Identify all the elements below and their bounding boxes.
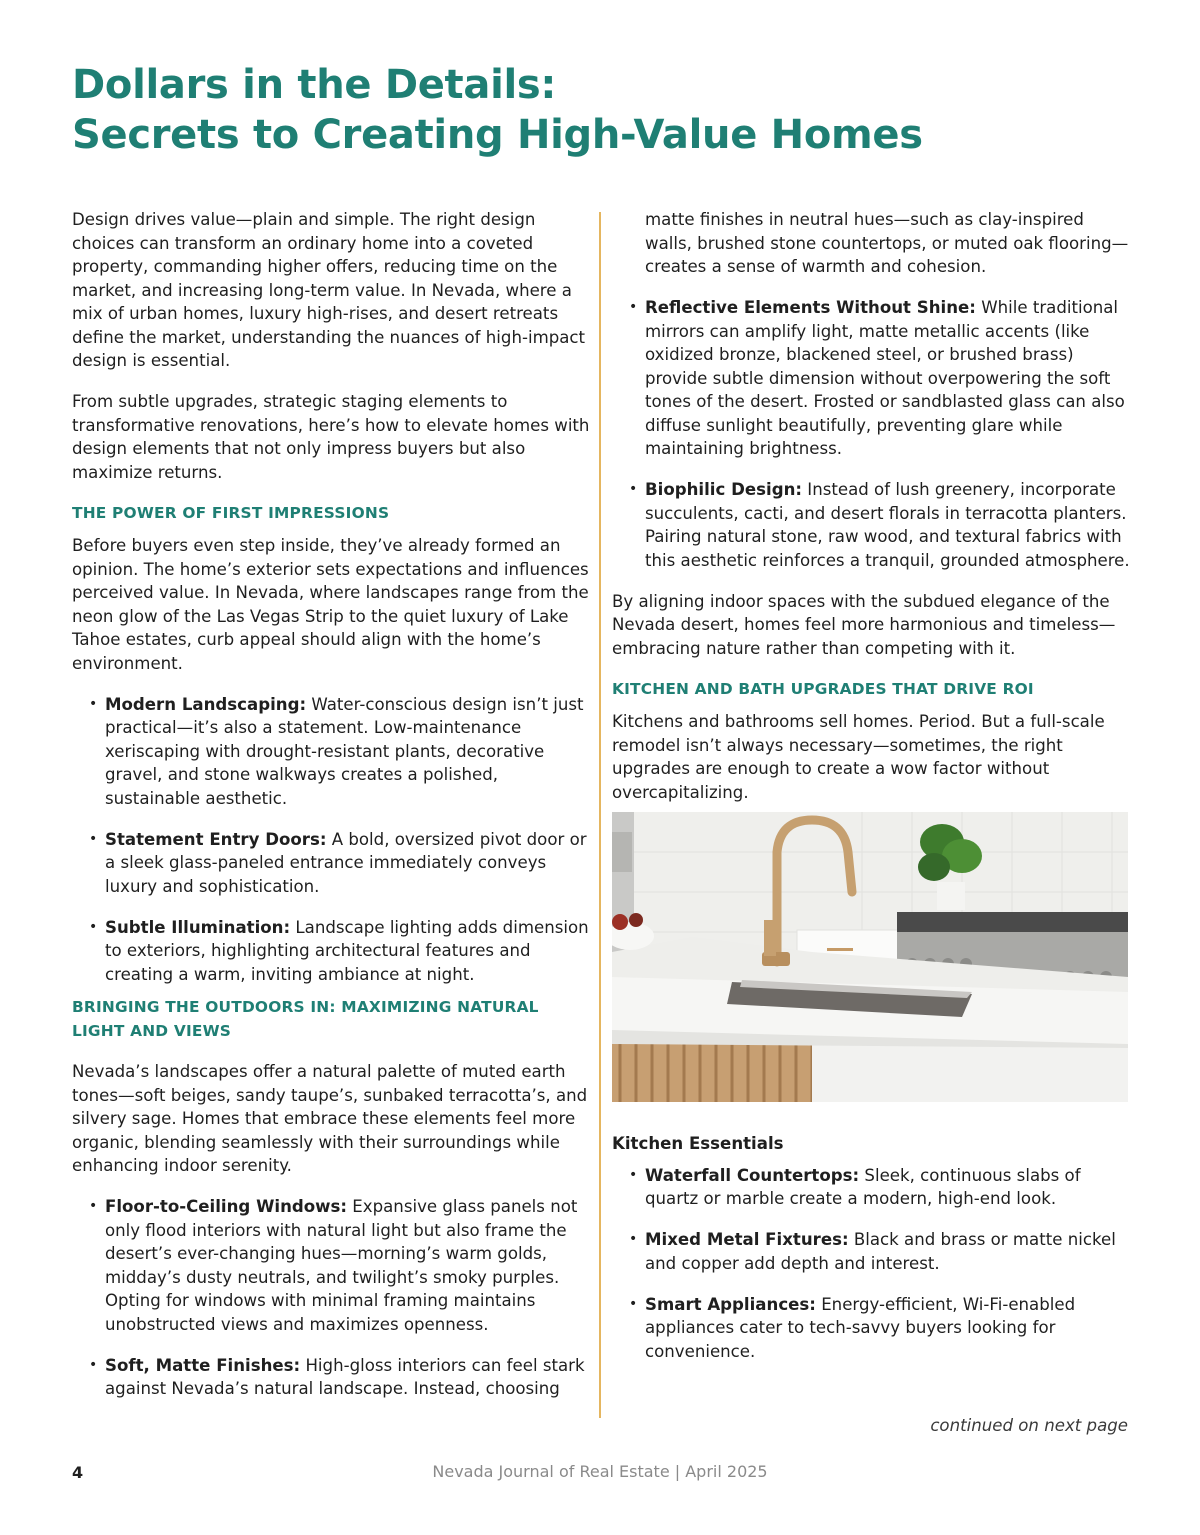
section-heading-outdoors-in: BRINGING THE OUTDOORS IN: MAXIMIZING NATURAL LIGHT AND VIEWS	[72, 998, 539, 1040]
kitchen-essentials-list	[629, 1164, 1132, 1364]
list-item: • Floor-to-Ceiling Windows: Expansive glass panels not only flood interiors with natural light but also frame the desert’s ever-changing hues—morning’s warm golds, midday’s dusty neutrals, and twilight’s smoky purples. Opting for windows with minimal framing maintains unobstructed views and maximizes openness.	[89, 1197, 578, 1334]
bullet-icon: •	[89, 1356, 98, 1373]
right-column	[612, 208, 1132, 1381]
section-heading-kitchen-bath: KITCHEN AND BATH UPGRADES THAT DRIVE ROI	[612, 679, 1034, 698]
kitchen-illustration	[612, 812, 1128, 1102]
list-item: • Waterfall Countertops: Sleek, continuous slabs of quartz or marble create a modern, high-end look.	[629, 1165, 1081, 1208]
outdoors-in-list-continued	[629, 208, 1132, 572]
list-item: • Modern Landscaping: Water-conscious design isn’t just practical—it’s also a statement. Low-maintenance xeriscaping with drought-resistant plants, decorative gravel, and stone walkways creates a polished, sustainable aesthetic.	[89, 694, 584, 808]
list-item: • Subtle Illumination: Landscape lighting adds dimension to exteriors, highlighting architectural features and creating a warm, inviting ambiance at night.	[89, 917, 589, 984]
column-divider	[599, 212, 601, 1418]
title-line-2: Secrets to Creating High-Value Homes	[72, 112, 923, 158]
page-number: 4	[72, 1463, 84, 1482]
bullet-icon: •	[629, 1231, 638, 1247]
list-item: • Soft, Matte Finishes: High-gloss interiors can feel stark against Nevada’s natural landscape. Instead, choosing	[89, 1355, 585, 1398]
kitchen-sink-photo	[612, 812, 1128, 1102]
closing-paragraph: By aligning indoor spaces with the subdued elegance of the Nevada desert, homes feel more harmonious and timeless—embracing nature rather than competing with it.	[612, 591, 1116, 658]
section-body-first-impressions: Before buyers even step inside, they’ve already formed an opinion. The home’s exterior sets expectations and influences perceived value. In Nevada, where landscapes range from the neon glow of the Las Vegas Strip to the quiet luxury of Lake Tahoe estates, curb appeal should align with the home’s environment.	[72, 536, 589, 673]
list-item: • Biophilic Design: Instead of lush greenery, incorporate succulents, cacti, and desert florals in terracotta planters. Pairing natural stone, raw wood, and textural fabrics with this aesthetic reinforces a tranquil, grounded atmosphere.	[629, 480, 1130, 570]
section-heading-first-impressions: THE POWER OF FIRST IMPRESSIONS	[72, 503, 390, 522]
bullet-icon: •	[89, 695, 98, 712]
bullet-icon: •	[629, 1166, 638, 1183]
continued-note: continued on next page	[930, 1416, 1128, 1435]
bullet-icon: •	[629, 299, 638, 315]
list-item: • Smart Appliances: Energy-efficient, Wi-Fi-enabled appliances cater to tech-savvy buyers looking for convenience.	[629, 1294, 1076, 1361]
list-item-continued: matte finishes in neutral hues—such as clay-inspired walls, brushed stone countertops, or muted oak flooring—creates a sense of warmth and cohesion.	[645, 210, 1129, 276]
section-body-outdoors-in: Nevada’s landscapes offer a natural palette of muted earth tones—soft beiges, sandy taupe’s, sunbaked terracotta’s, and silvery sage. Homes that embrace these elements feel more organic, blending seamlessly with their surroundings while enhancing indoor serenity.	[72, 1062, 588, 1175]
kitchen-essentials-heading: Kitchen Essentials	[612, 1134, 784, 1153]
section-body-kitchen-bath: Kitchens and bathrooms sell homes. Period. But a full-scale remodel isn’t always necessary—sometimes, the right upgrades are enough to create a wow factor without overcapitalizing.	[612, 712, 1105, 802]
first-impressions-list	[89, 693, 594, 987]
list-item: • Statement Entry Doors: A bold, oversized pivot door or a sleek glass-paneled entrance immediately conveys luxury and sophistication.	[89, 829, 587, 896]
list-item: • Mixed Metal Fixtures: Black and brass or matte nickel and copper add depth and interest.	[629, 1230, 1116, 1273]
bullet-icon: •	[629, 1295, 638, 1312]
list-item: • Reflective Elements Without Shine: While traditional mirrors can amplify light, matte metallic accents (like oxidized bronze, blackened steel, or brushed brass) provide subtle dimension without overpowering the soft tones of the desert. Frosted or sandblasted glass can also diffuse sunlight beautifully, preventing glare while maintaining brightness.	[629, 298, 1125, 458]
title-line-1: Dollars in the Details:	[72, 62, 557, 108]
bullet-icon: •	[629, 481, 638, 497]
intro-paragraph-2: From subtle upgrades, strategic staging elements to transformative renovations, here’s how to elevate homes with design elements that not only impress buyers but also maximize returns.	[72, 392, 590, 482]
left-column	[72, 208, 594, 1418]
bullet-icon: •	[89, 918, 98, 935]
publication-footer: Nevada Journal of Real Estate | April 2025	[432, 1462, 768, 1481]
page-title	[72, 60, 1132, 160]
bullet-icon: •	[89, 830, 98, 847]
bullet-icon: •	[89, 1198, 98, 1214]
outdoors-in-list	[89, 1195, 594, 1401]
intro-paragraph-1: Design drives value—plain and simple. The right design choices can transform an ordinary home into a coveted property, commanding higher offers, reducing time on the market, and increasing long-term value. In Nevada, where a mix of urban homes, luxury high-rises, and desert retreats define the market, understanding the nuances of high-impact design is essential.	[72, 210, 586, 370]
